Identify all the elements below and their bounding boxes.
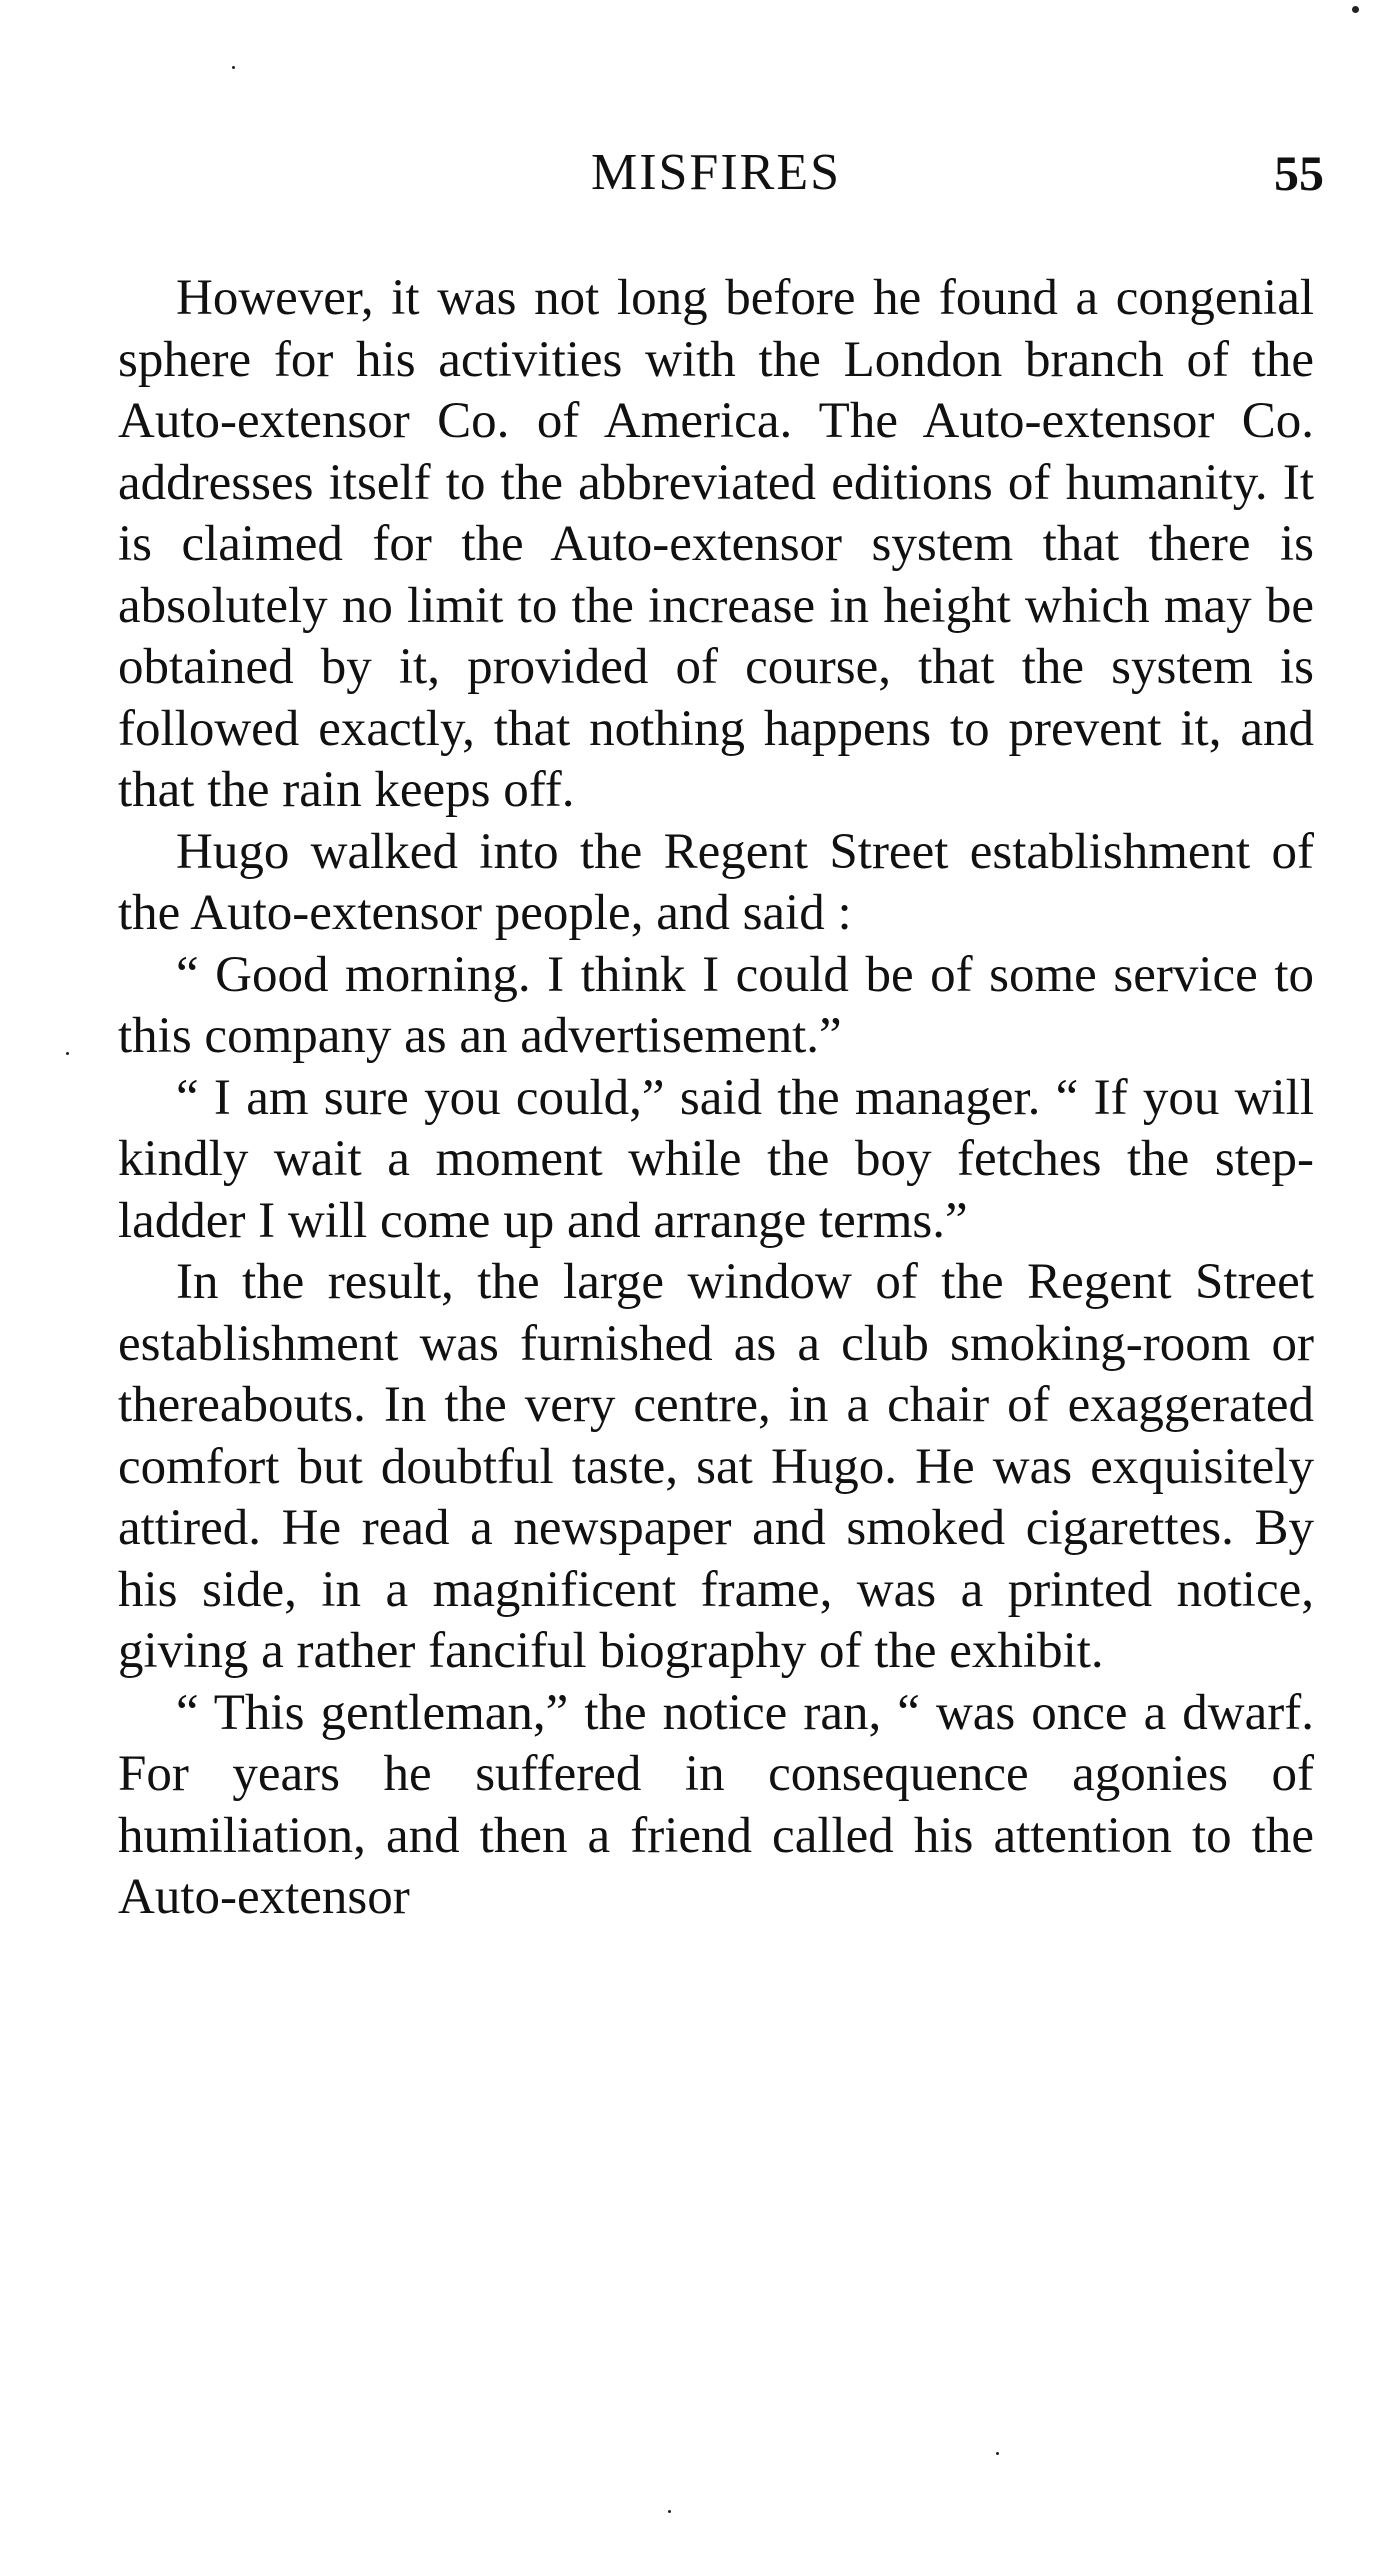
running-title: MISFIRES [590,144,842,201]
ink-speck [996,2452,999,2455]
body-text [118,268,1314,1929]
page-number: 55 [1274,145,1324,201]
running-head [118,138,1324,208]
paragraph: “ This gentleman,” the notice ran, “ was once a dwarf. For years he suffered in consequence agonies of humiliation, and then a friend called his attention to the Auto-extensor [118,1684,1314,1925]
paragraph: In the result, the large window of the Regent Street establishment was furnished as a club smoking-room or thereabouts. In the very centre, in a chair of exaggerated comfort but doubtful taste, sat Hugo. He was exquisitely attired. He read a newspaper and smoked cigarettes. By his side, in a magnificent frame, was a printed notice, giving a rather fanciful biography of the exhibit. [118,1254,1314,1679]
ink-speck [668,2510,671,2513]
paragraph: Hugo walked into the Regent Street establishment of the Auto-extensor people, and said : [118,823,1314,941]
paragraph: “ I am sure you could,” said the manager. “ If you will kindly wait a moment while the boy fetches the step-ladder I will come up and arrange terms.” [118,1069,1314,1249]
paragraph: “ Good morning. I think I could be of some service to this company as an advertisement.” [118,946,1314,1064]
ink-speck [232,66,235,69]
ink-speck [1352,6,1359,13]
ink-speck [66,1052,69,1055]
paragraph: However, it was not long before he found a congenial sphere for his activities with the London branch of the Auto-extensor Co. of America. The Auto-extensor Co. addresses itself to the abbreviated editions of humanity. It is claimed for the Auto-extensor system that there is absolutely no limit to the increase in height which may be obtained by it, provided of course, that the system is followed exactly, that nothing happens to prevent it, and that the rain keeps off. [118,270,1314,818]
